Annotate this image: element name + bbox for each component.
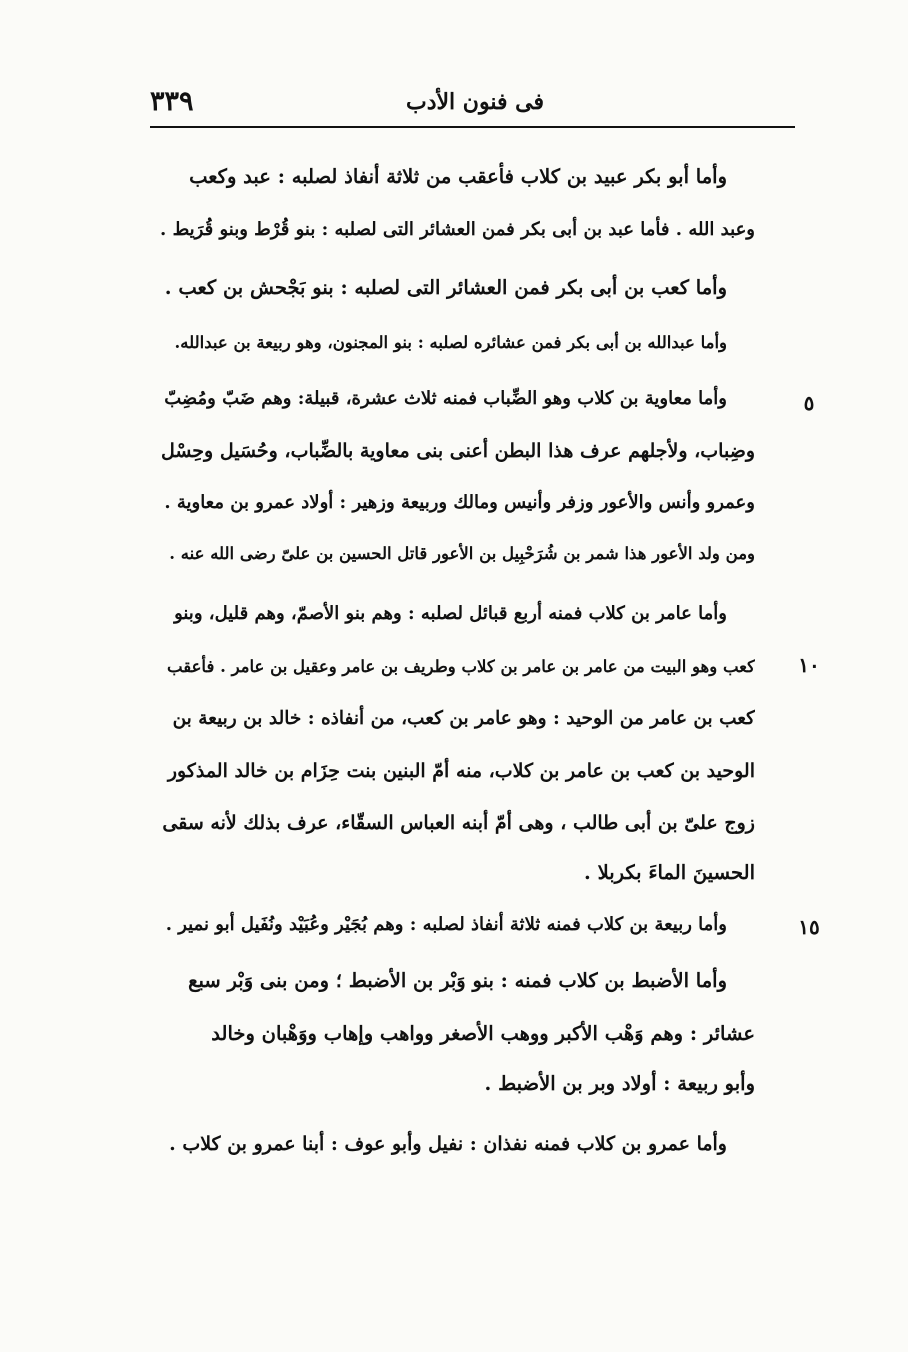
running-title: فى فنون الأدب (405, 89, 544, 115)
text-line: ومن ولد الأعور هذا شمر بن شُرَحْبِيل بن الأعور قاتل الحسين بن علىّ رضى الله عنه . (169, 544, 755, 563)
text-line: الوحيد بن كعب بن عامر بن كلاب، منه أمّ البنين بنت حِزَام بن خالد المذكور (167, 760, 755, 782)
text-line: وعبد الله . فأما عبد بن أبى بكر فمن العشائر التى لصلبه : بنو قُرْط وبنو قُرَيط . (160, 219, 755, 240)
header-rule (150, 126, 795, 128)
text-line: عشائر : وهم وَهْب الأكبر ووهب الأصغر وواهب وإهاب ووَهْبان وخالد (211, 1022, 755, 1045)
text-line: وضِباب، ولأجلهم عرف هذا البطن أعنى بنى معاوية بالضِّباب، وحُسَيل وحِسْل (160, 440, 755, 462)
text-line: وأما كعب بن أبى بكر فمن العشائر التى لصلبه : بنو بَجْحش بن كعب . (164, 276, 727, 299)
page-number: ٣٣٩ (150, 86, 194, 117)
text-line: وعمرو وأنس والأعور وزفر وأنيس ومالك وربيعة وزهير : أولاد عمرو بن معاوية . (164, 492, 755, 513)
margin-line-number-15: ١٥ (798, 915, 820, 939)
text-line: كعب بن عامر من الوحيد : وهو عامر بن كعب، من أنفاذه : خالد بن ربيعة بن (172, 708, 755, 729)
page-header (150, 80, 795, 124)
text-line: وأبو ربيعة : أولاد وبر بن الأضبط . (484, 1072, 755, 1095)
text-line: وأما عمرو بن كلاب فمنه نفذان : نفيل وأبو عوف : أبنا عمرو بن كلاب . (169, 1133, 727, 1155)
text-line: وأما عامر بن كلاب فمنه أربع قبائل لصلبه : وهم بنو الأصمّ، وهم قليل، وبنو (174, 603, 727, 624)
text-line: وأما معاوية بن كلاب وهو الضِّباب فمنه ثلاث عشرة، قبيلة: وهم ضَبّ ومُضِبّ (164, 388, 727, 409)
text-line: كعب وهو البيت من عامر بن عامر بن كلاب وطريف بن عامر وعقيل بن عامر . فأعقب (167, 657, 755, 676)
margin-line-number-10: ١٠ (798, 653, 820, 677)
body-text (160, 150, 755, 1170)
text-line: زوج علىّ بن أبى طالب ، وهى أمّ أبنه العباس السقّاء، عرف بذلك لأنه سقى (162, 812, 755, 834)
text-line: الحسينَ الماءَ بكربلا . (584, 861, 755, 884)
text-line: وأما الأضبط بن كلاب فمنه : بنو وَبْر بن الأضبط ؛ ومن بنى وَبْر سبع (188, 969, 727, 992)
text-line: وأما ربيعة بن كلاب فمنه ثلاثة أنفاذ لصلبه : وهم بُجَيْر وعُبَيْد ونُفَيل أبو نمير . (165, 914, 727, 935)
text-line: وأما أبو بكر عبيد بن كلاب فأعقب من ثلاثة أنفاذ لصلبه : عبد وكعب (189, 165, 727, 188)
text-line: وأما عبدالله بن أبى بكر فمن عشائره لصلبه : بنو المجنون، وهو ربيعة بن عبدالله. (174, 333, 727, 352)
margin-line-number-5: ٥ (803, 391, 815, 415)
